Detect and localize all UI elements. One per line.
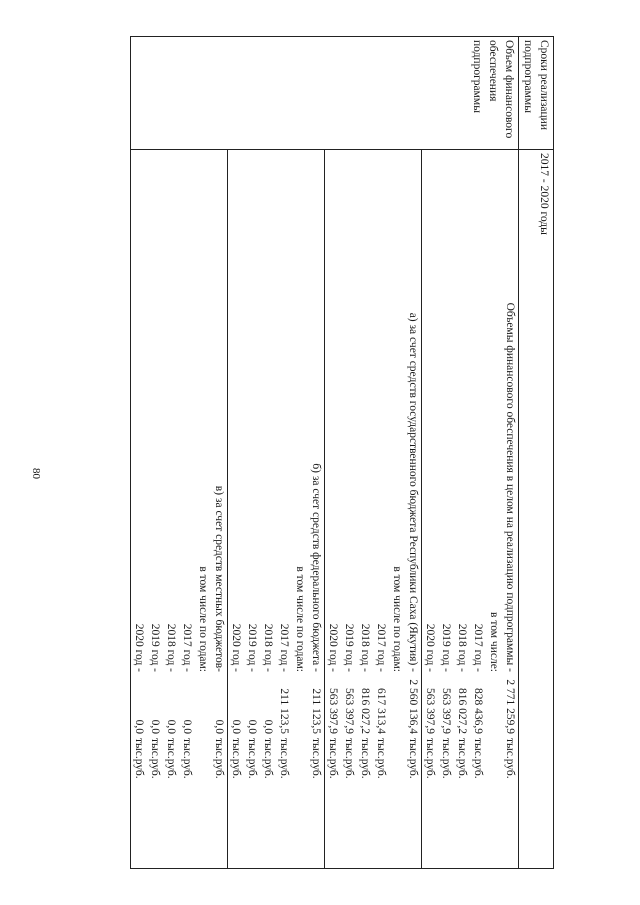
block-title: в) за счет средств местных бюджетов-: [213, 485, 225, 672]
period-label: Сроки реализации подпрограммы: [519, 37, 554, 150]
block-total-value: 2 560 136,4: [407, 679, 419, 734]
spacer: [131, 786, 147, 868]
list-item: [292, 150, 308, 868]
block-total-unit: тыс.руб.: [310, 738, 322, 779]
year-label: 2019 год -: [149, 623, 161, 672]
list-item: [276, 150, 292, 868]
page-number: 80: [30, 468, 42, 479]
spacer: [228, 786, 244, 868]
year-unit: тыс.руб.: [375, 738, 387, 779]
year-unit: тыс.руб.: [262, 738, 274, 779]
list-item: [405, 150, 421, 868]
year-value: 563 397,9: [424, 688, 436, 734]
list-item: [341, 150, 357, 868]
year-unit: тыс.руб.: [230, 738, 242, 779]
year-value: 617 313,4: [375, 688, 387, 734]
spacer: [438, 786, 454, 868]
year-value: 816 027,2: [359, 688, 371, 734]
year-unit: тыс.руб.: [440, 738, 452, 779]
year-label: 2019 год -: [246, 623, 258, 672]
year-value: 828 436,9: [472, 688, 484, 734]
year-label: 2017 год -: [375, 623, 387, 672]
empty-cell: [195, 674, 211, 736]
finance-cell: [131, 150, 519, 869]
finance-block-table: [325, 150, 421, 868]
year-label: 2020 год -: [230, 623, 242, 672]
spacer: [422, 786, 438, 868]
block-total-unit: тыс.руб.: [213, 738, 225, 779]
empty-cell: [195, 736, 211, 786]
block-title: б) за счет средств федерального бюджета -: [310, 463, 322, 672]
year-unit: тыс.руб.: [165, 738, 177, 779]
spacer: [163, 786, 179, 868]
list-item: [373, 150, 389, 868]
empty-cell: [389, 736, 405, 786]
year-label: 2019 год -: [343, 623, 355, 672]
spacer: [454, 786, 470, 868]
list-item: [211, 150, 227, 868]
list-item: [357, 150, 373, 868]
year-value: 0,0: [230, 719, 242, 734]
list-item: [470, 150, 486, 868]
spacer: [389, 786, 405, 868]
year-label: 2017 год -: [181, 623, 193, 672]
spacer: [357, 786, 373, 868]
list-item: [260, 150, 276, 868]
year-label: 2018 год -: [456, 623, 468, 672]
finance-block: [422, 150, 518, 868]
list-item: [244, 150, 260, 868]
spacer: [486, 786, 502, 868]
block-total-unit: тыс.руб.: [504, 738, 516, 779]
year-value: 0,0: [181, 719, 193, 734]
list-item: [228, 150, 244, 868]
block-subtitle: в том числе по годам:: [197, 566, 209, 672]
year-unit: тыс.руб.: [359, 738, 371, 779]
year-value: 0,0: [262, 719, 274, 734]
spacer: [308, 786, 324, 868]
year-value: 0,0: [133, 719, 145, 734]
list-item: [131, 150, 147, 868]
spacer: [405, 786, 421, 868]
empty-cell: [486, 736, 502, 786]
spacer: [502, 786, 518, 868]
spacer: [244, 786, 260, 868]
list-item: [308, 150, 324, 868]
block-total-unit: тыс.руб.: [407, 738, 419, 779]
document-table-rotated: [98, 36, 554, 869]
year-label: 2019 год -: [440, 623, 452, 672]
spacer: [195, 786, 211, 868]
year-unit: тыс.руб.: [246, 738, 258, 779]
year-unit: тыс.руб.: [327, 738, 339, 779]
spacer: [147, 786, 163, 868]
finance-block: [325, 150, 422, 868]
list-item: [502, 150, 518, 868]
year-unit: тыс.руб.: [133, 738, 145, 779]
year-value: 816 027,2: [456, 688, 468, 734]
spacer: [373, 786, 389, 868]
list-item: [389, 150, 405, 868]
empty-cell: [292, 674, 308, 736]
empty-cell: [486, 674, 502, 736]
year-unit: тыс.руб.: [181, 738, 193, 779]
list-item: [438, 150, 454, 868]
period-value: 2017 - 2020 годы: [519, 150, 554, 869]
list-item: [147, 150, 163, 868]
year-value: 563 397,9: [327, 688, 339, 734]
spacer: [260, 786, 276, 868]
empty-cell: [389, 674, 405, 736]
year-value: 563 397,9: [343, 688, 355, 734]
year-label: 2018 год -: [165, 623, 177, 672]
year-unit: тыс.руб.: [343, 738, 355, 779]
year-label: 2020 год -: [327, 623, 339, 672]
list-item: [163, 150, 179, 868]
block-subtitle: в том числе по годам:: [294, 566, 306, 672]
year-unit: тыс.руб.: [149, 738, 161, 779]
year-label: 2018 год -: [262, 623, 274, 672]
list-item: [422, 150, 438, 868]
empty-cell: [292, 736, 308, 786]
block-title: Объемы финансового обеспечения в целом на реализацию подпрограммы -: [504, 302, 516, 672]
table-row-finance: [131, 37, 519, 869]
year-value: 211 123,5: [278, 688, 290, 734]
table-row-period: [519, 37, 554, 869]
finance-block-table: [131, 150, 227, 868]
spacer: [341, 786, 357, 868]
year-value: 0,0: [149, 719, 161, 734]
year-label: 2017 год -: [278, 623, 290, 672]
year-unit: тыс.руб.: [278, 738, 290, 779]
spacer: [179, 786, 195, 868]
finance-block: [228, 150, 325, 868]
list-item: [195, 150, 211, 868]
year-unit: тыс.руб.: [456, 738, 468, 779]
spacer: [292, 786, 308, 868]
subprogram-table: [130, 36, 554, 869]
year-value: 0,0: [246, 719, 258, 734]
year-value: 0,0: [165, 719, 177, 734]
year-unit: тыс.руб.: [424, 738, 436, 779]
list-item: [325, 150, 341, 868]
year-label: 2017 год -: [472, 623, 484, 672]
block-total-value: 211 123,5: [310, 688, 322, 734]
finance-label: Объем финансового обеспечения подпрограммы: [131, 37, 519, 150]
block-total-value: 0,0: [213, 719, 225, 734]
spacer: [470, 786, 486, 868]
finance-blocks: [131, 150, 518, 868]
block-subtitle: в том числе:: [488, 612, 500, 672]
list-item: [486, 150, 502, 868]
spacer: [325, 786, 341, 868]
finance-block: [131, 150, 228, 868]
spacer: [211, 786, 227, 868]
spacer: [276, 786, 292, 868]
finance-block-table: [228, 150, 324, 868]
year-unit: тыс.руб.: [472, 738, 484, 779]
block-subtitle: в том числе по годам:: [391, 566, 403, 672]
year-label: 2020 год -: [133, 623, 145, 672]
year-label: 2020 год -: [424, 623, 436, 672]
year-label: 2018 год -: [359, 623, 371, 672]
block-total-value: 2 771 259,9: [504, 679, 516, 734]
finance-block-table: [422, 150, 518, 868]
list-item: [179, 150, 195, 868]
list-item: [454, 150, 470, 868]
year-value: 563 397,9: [440, 688, 452, 734]
block-title: а) за счет средств государственного бюджета Республики Саха (Якутия) -: [407, 312, 419, 672]
